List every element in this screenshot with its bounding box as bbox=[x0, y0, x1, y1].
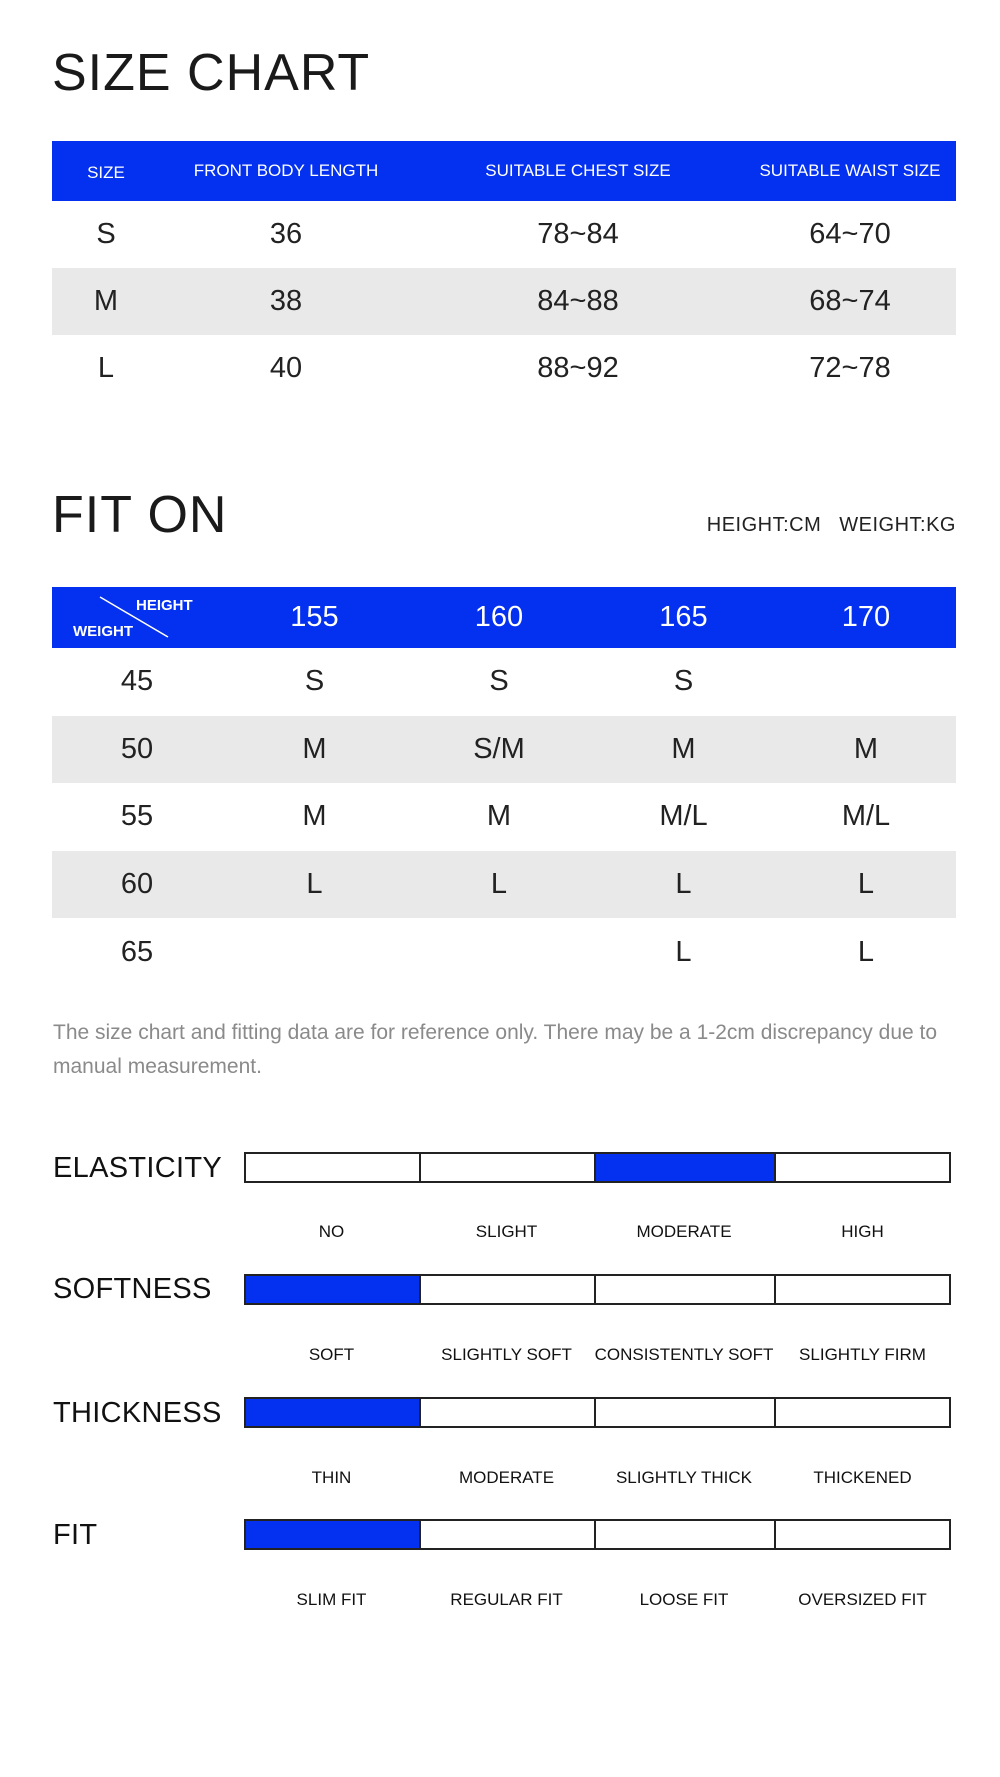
table-cell: M bbox=[302, 732, 327, 765]
table-cell: S bbox=[489, 665, 509, 698]
fit-scale bbox=[244, 1519, 951, 1550]
height-cell: 160 bbox=[474, 601, 524, 633]
table-cell: L bbox=[97, 352, 115, 384]
scale-option-label: THICKENED bbox=[813, 1468, 912, 1487]
scale-segment bbox=[776, 1276, 949, 1303]
table-cell: 68~74 bbox=[809, 285, 891, 317]
table-cell: M/L bbox=[841, 800, 891, 833]
table-row bbox=[52, 201, 956, 268]
table-cell: M bbox=[486, 800, 512, 833]
weight-cell: 45 bbox=[120, 665, 154, 698]
elasticity-options bbox=[244, 1222, 951, 1242]
fit-on-table bbox=[52, 587, 956, 986]
corner-height-label: HEIGHT bbox=[136, 597, 193, 614]
table-row bbox=[52, 268, 956, 335]
height-cell: 165 bbox=[659, 601, 708, 633]
thickness-scale bbox=[244, 1397, 951, 1428]
size-chart-title: SIZE CHART bbox=[52, 44, 371, 102]
table-cell: M bbox=[93, 285, 119, 317]
table-cell: S bbox=[96, 218, 116, 250]
table-cell: 84~88 bbox=[537, 285, 619, 317]
scale-segment bbox=[776, 1154, 949, 1181]
scale-segment-selected bbox=[246, 1521, 421, 1548]
scale-segment bbox=[421, 1521, 596, 1548]
table-row bbox=[52, 783, 956, 851]
table-cell: L bbox=[857, 935, 875, 968]
table-cell: M bbox=[671, 732, 696, 765]
elasticity-label: ELASTICITY bbox=[53, 1152, 222, 1184]
table-cell: M bbox=[302, 800, 327, 833]
height-weight-corner bbox=[52, 587, 222, 648]
table-cell: 72~78 bbox=[809, 352, 891, 384]
scale-option-label: MODERATE bbox=[636, 1222, 732, 1241]
scale-segment-selected bbox=[596, 1154, 776, 1181]
scale-option-label: SOFT bbox=[308, 1345, 355, 1364]
weight-unit: WEIGHT:KG bbox=[839, 514, 956, 536]
scale-option-label: HIGH bbox=[841, 1222, 884, 1241]
table-row bbox=[52, 716, 956, 784]
fit-label: FIT bbox=[53, 1519, 98, 1551]
scale-segment-selected bbox=[246, 1399, 421, 1426]
scale-option-label: LOOSE FIT bbox=[639, 1590, 729, 1609]
scale-option-label: REGULAR FIT bbox=[450, 1590, 563, 1609]
scale-segment bbox=[421, 1276, 596, 1303]
scale-segment bbox=[596, 1521, 776, 1548]
scale-segment-selected bbox=[246, 1276, 421, 1303]
units-label bbox=[707, 514, 956, 537]
table-cell: M bbox=[853, 732, 879, 765]
scale-option-label: SLIGHTLY FIRM bbox=[799, 1345, 926, 1364]
table-cell: S/M bbox=[473, 732, 525, 765]
fit-on-title: FIT ON bbox=[52, 486, 228, 544]
table-row bbox=[52, 335, 956, 402]
table-row bbox=[52, 648, 956, 716]
header-cell: SUITABLE WAIST SIZE bbox=[759, 161, 941, 180]
header-cell: SUITABLE CHEST SIZE bbox=[485, 161, 671, 180]
table-cell: 36 bbox=[269, 218, 303, 250]
thickness-label: THICKNESS bbox=[53, 1397, 222, 1429]
scale-option-label: SLIM FIT bbox=[296, 1590, 367, 1609]
scale-segment bbox=[421, 1154, 596, 1181]
height-cell: 155 bbox=[290, 601, 339, 633]
scale-option-label: NO bbox=[318, 1222, 345, 1241]
scale-option-label: SLIGHTLY THICK bbox=[615, 1468, 753, 1487]
table-cell: S bbox=[304, 665, 325, 698]
table-cell: S bbox=[673, 665, 694, 698]
table-cell: L bbox=[490, 868, 508, 901]
scale-option-label: OVERSIZED FIT bbox=[798, 1590, 927, 1609]
elasticity-scale bbox=[244, 1152, 951, 1183]
table-cell: L bbox=[306, 868, 323, 901]
scale-segment bbox=[776, 1521, 949, 1548]
table-cell: L bbox=[675, 868, 692, 901]
header-cell: SIZE bbox=[87, 163, 125, 182]
size-chart-table bbox=[52, 141, 956, 402]
scale-segment bbox=[246, 1154, 421, 1181]
table-cell: L bbox=[675, 935, 692, 968]
table-cell: 64~70 bbox=[809, 218, 891, 250]
scale-option-label: CONSISTENTLY SOFT bbox=[594, 1345, 774, 1364]
weight-cell: 65 bbox=[120, 935, 154, 968]
scale-segment bbox=[421, 1399, 596, 1426]
scale-segment bbox=[776, 1399, 949, 1426]
weight-cell: 55 bbox=[120, 800, 154, 833]
diagonal-divider bbox=[98, 595, 170, 639]
weight-cell: 50 bbox=[120, 732, 154, 765]
reference-note: The size chart and fitting data are for reference only. There may be a 1-2cm discrepancy due to manual measurement. bbox=[53, 1021, 938, 1078]
table-row bbox=[52, 851, 956, 919]
scale-segment bbox=[596, 1276, 776, 1303]
table-cell: 78~84 bbox=[537, 218, 619, 250]
corner-weight-label: WEIGHT bbox=[73, 623, 133, 640]
scale-option-label: THIN bbox=[311, 1468, 352, 1487]
scale-segment bbox=[596, 1399, 776, 1426]
softness-scale bbox=[244, 1274, 951, 1305]
scale-option-label: MODERATE bbox=[458, 1468, 555, 1487]
table-cell: L bbox=[857, 868, 875, 901]
table-cell: 88~92 bbox=[537, 352, 619, 384]
scale-option-label: SLIGHT bbox=[475, 1222, 538, 1241]
scale-option-label: SLIGHTLY SOFT bbox=[441, 1345, 572, 1364]
weight-cell: 60 bbox=[120, 868, 154, 901]
table-cell: 38 bbox=[269, 285, 303, 317]
table-row bbox=[52, 918, 956, 986]
height-cell: 170 bbox=[841, 601, 891, 633]
size-chart-header bbox=[52, 141, 956, 201]
thickness-options bbox=[244, 1468, 951, 1488]
header-cell: FRONT BODY LENGTH bbox=[193, 161, 379, 180]
table-cell: 40 bbox=[269, 352, 303, 384]
height-unit: HEIGHT:CM bbox=[706, 514, 822, 536]
fit-options bbox=[244, 1590, 951, 1610]
softness-options bbox=[244, 1345, 951, 1365]
fit-on-header bbox=[52, 587, 956, 648]
table-cell: M/L bbox=[659, 800, 708, 833]
softness-label: SOFTNESS bbox=[53, 1273, 212, 1305]
